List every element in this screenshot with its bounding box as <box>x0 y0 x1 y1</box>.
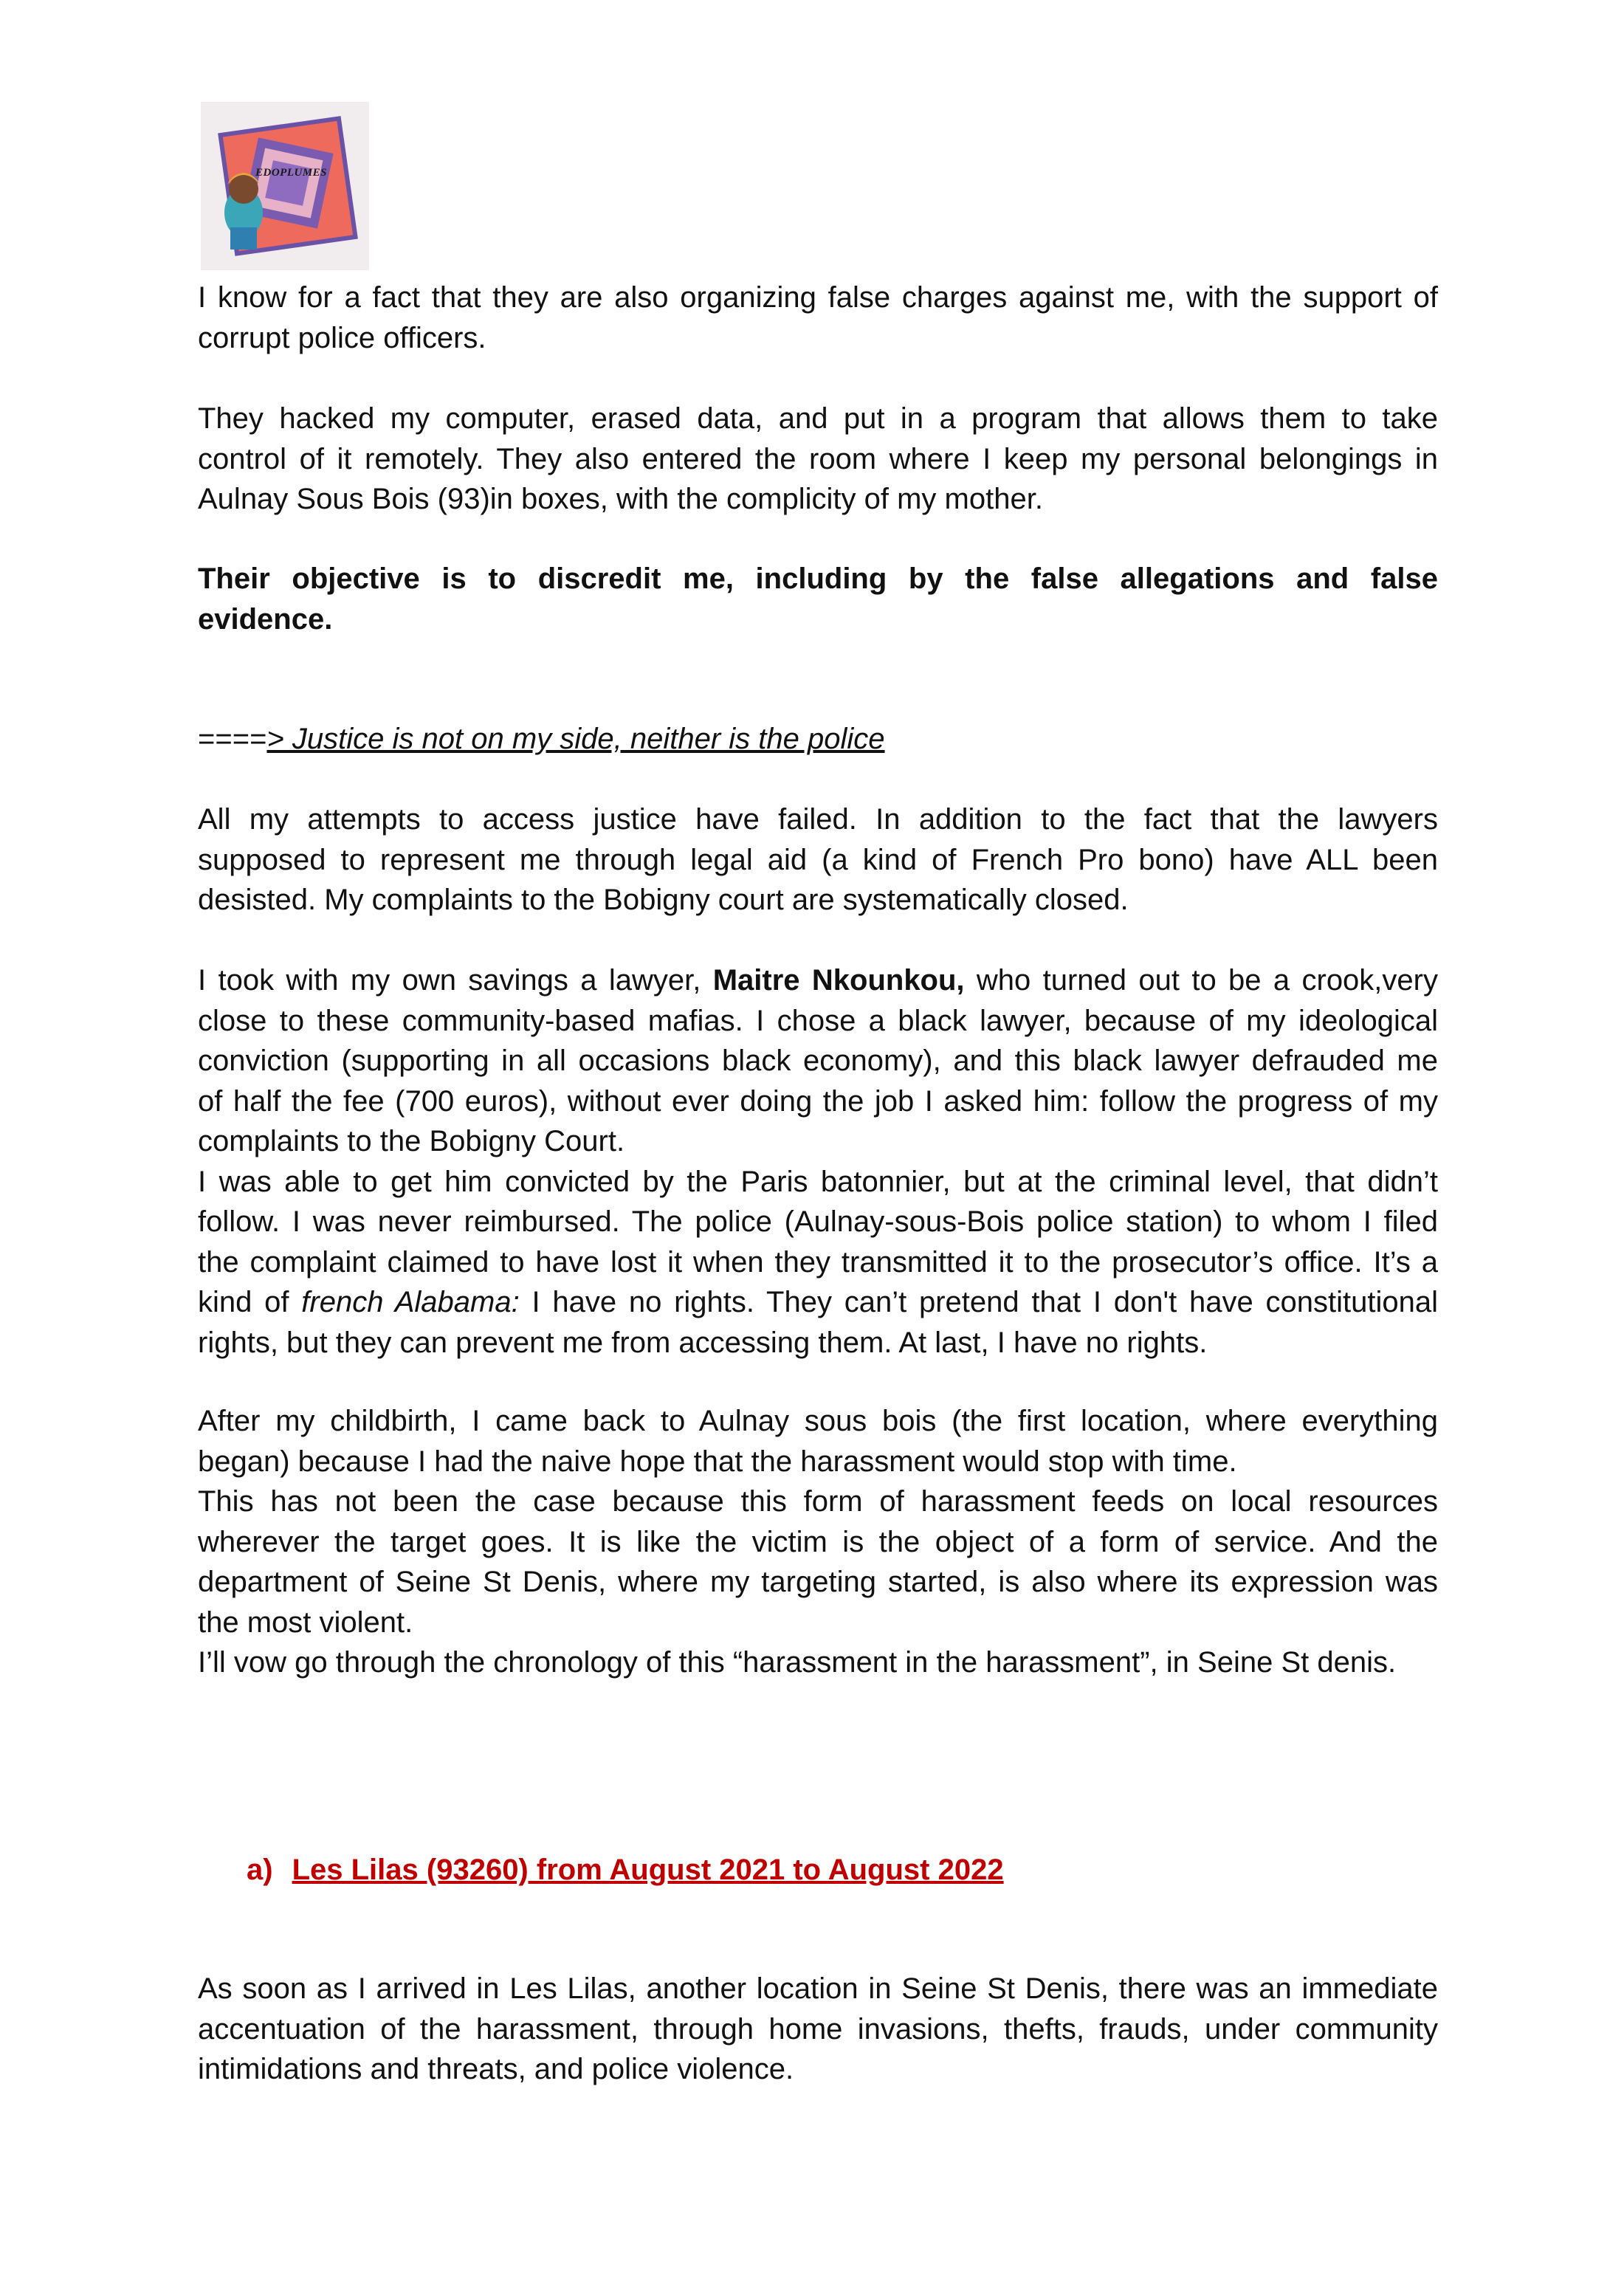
text-line: After my childbirth, I came back to Aulnay sous bois (the first location, where everything <box>198 1405 1438 1437</box>
text-run: I took with my own savings a lawyer, <box>198 964 713 997</box>
text-line: I know for a fact that they are also organizing false charges against me, with the support of <box>198 281 1438 314</box>
text-line: control of it remotely. They also entered the room where I keep my personal belongings in <box>198 442 1438 475</box>
paragraph-objective <box>198 559 1438 639</box>
text-line: They hacked my computer, erased data, and put in a program that allows them to take <box>198 402 1438 435</box>
paragraph-hacked-computer <box>198 399 1438 520</box>
text-run: kind of <box>198 1286 302 1318</box>
text-line: desisted. My complaints to the Bobigny court are systematically closed. <box>198 884 1129 916</box>
section-justice-title: > Justice is not on my side, neither is the police <box>266 723 885 755</box>
paragraph-lawyer <box>198 960 1438 1363</box>
heading-les-lilas <box>247 1850 1004 1890</box>
text-line: Aulnay Sous Bois (93)in boxes, with the complicity of my mother. <box>198 483 1043 515</box>
text-line: evidence. <box>198 602 333 636</box>
text-line: This has not been the case because this form of harassment feeds on local resources <box>198 1485 1438 1518</box>
text-line <box>198 960 1438 1001</box>
section-arrow: ==== <box>198 723 267 755</box>
text-line: conviction (supporting in all occasions black economy), and this black lawyer defrauded me <box>198 1045 1438 1077</box>
text-line: wherever the target goes. It is like the victim is the object of a form of service. And the <box>198 1525 1438 1558</box>
text-line: department of Seine St Denis, where my targeting started, is also where its expression was <box>198 1566 1438 1598</box>
text-line: the complaint claimed to have lost it when they transmitted it to the prosecutor’s office. It’s a <box>198 1245 1438 1279</box>
text-line: intimidations and threats, and police violence. <box>198 2053 794 2085</box>
text-line: close to these community-based mafias. I chose a black lawyer, because of my ideological <box>198 1004 1438 1037</box>
edoplumes-logo <box>201 102 369 270</box>
paragraph-access-justice <box>198 799 1438 921</box>
paragraph-childbirth <box>198 1401 1438 1683</box>
text-line: accentuation of the harassment, through home invasions, thefts, frauds, under community <box>198 2012 1438 2045</box>
french-alabama: french Alabama: <box>301 1286 520 1318</box>
section-justice-line <box>198 719 1438 760</box>
text-line: supposed to represent me through legal aid (a kind of French Pro bono) have ALL been <box>198 843 1438 876</box>
text-line: As soon as I arrived in Les Lilas, another location in Seine St Denis, there was an immediate <box>198 1972 1438 2005</box>
section-justice <box>198 719 1438 760</box>
text-line: I was able to get him convicted by the Paris batonnier, but at the criminal level, that didn’t <box>198 1165 1438 1198</box>
paragraph-les-lilas <box>198 1969 1438 2090</box>
text-line <box>198 1282 1438 1323</box>
lawyer-name: Maitre Nkounkou, <box>712 964 965 997</box>
logo-artwork <box>201 102 369 270</box>
text-run: I have no rights. They can’t pretend that I don't have constitutional <box>519 1286 1438 1318</box>
paragraph-false-charges <box>198 278 1438 358</box>
text-line: follow. I was never reimbursed. The police (Aulnay-sous-Bois police station) to whom I filed <box>198 1205 1438 1238</box>
text-line: of half the fee (700 euros), without ever doing the job I asked him: follow the progress of my <box>198 1084 1438 1118</box>
text-line: I’ll vow go through the chronology of this “harassment in the harassment”, in Seine St denis. <box>198 1646 1397 1679</box>
text-line: corrupt police officers. <box>198 321 486 354</box>
text-run: who turned out to be a crook,very <box>964 964 1438 997</box>
text-line: complaints to the Bobigny Court. <box>198 1125 625 1157</box>
text-line: All my attempts to access justice have failed. In addition to the fact that the lawyers <box>198 803 1438 836</box>
text-line: the most violent. <box>198 1606 413 1639</box>
text-line: rights, but they can prevent me from accessing them. At last, I have no rights. <box>198 1326 1208 1359</box>
heading-marker: a) <box>247 1854 273 1886</box>
text-line: Their objective is to discredit me, including by the false allegations and false <box>198 562 1438 595</box>
heading-title: Les Lilas (93260) from August 2021 to August 2022 <box>292 1854 1004 1886</box>
logo-text: EDOPLUMES <box>255 167 328 179</box>
text-line: began) because I had the naive hope that the harassment would stop with time. <box>198 1445 1237 1478</box>
